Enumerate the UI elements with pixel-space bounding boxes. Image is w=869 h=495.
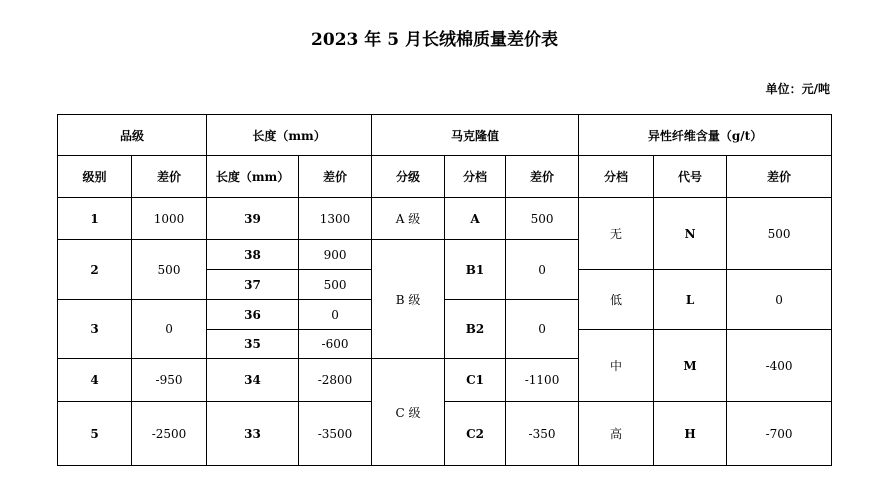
mic-tier-cell: A bbox=[445, 198, 506, 240]
mic-tier-cell: B1 bbox=[445, 240, 506, 300]
grade-level-cell: 4 bbox=[58, 359, 132, 402]
header-mic-tier: 分档 bbox=[445, 156, 506, 198]
mic-diff-cell: 0 bbox=[506, 240, 579, 300]
group-header-row bbox=[58, 115, 832, 156]
length-diff-cell: 500 bbox=[299, 270, 372, 300]
grade-diff-cell: -2500 bbox=[132, 402, 207, 466]
foreign-code-cell: H bbox=[654, 402, 727, 466]
grade-diff-cell: 1000 bbox=[132, 198, 207, 240]
header-grade-diff: 差价 bbox=[132, 156, 207, 198]
mic-diff-cell: -350 bbox=[506, 402, 579, 466]
header-foreign-diff: 差价 bbox=[727, 156, 832, 198]
grade-level-cell: 1 bbox=[58, 198, 132, 240]
mic-diff-cell: 0 bbox=[506, 300, 579, 359]
mic-class-cell: B 级 bbox=[372, 240, 445, 359]
length-diff-cell: 900 bbox=[299, 240, 372, 270]
length-diff-cell: -2800 bbox=[299, 359, 372, 402]
mic-diff-cell: -1100 bbox=[506, 359, 579, 402]
group-length: 长度（mm） bbox=[207, 115, 372, 156]
header-foreign-tier: 分档 bbox=[579, 156, 654, 198]
foreign-tier-cell: 低 bbox=[579, 270, 654, 330]
mic-class-cell: A 级 bbox=[372, 198, 445, 240]
mic-tier-cell: B2 bbox=[445, 300, 506, 359]
foreign-diff-cell: 0 bbox=[727, 270, 832, 330]
price-difference-table bbox=[57, 114, 832, 466]
column-header-row bbox=[58, 156, 832, 198]
length-cell: 35 bbox=[207, 330, 299, 359]
grade-diff-cell: 0 bbox=[132, 300, 207, 359]
length-diff-cell: 1300 bbox=[299, 198, 372, 240]
mic-tier-cell: C2 bbox=[445, 402, 506, 466]
page-title: 2023 年 5 月长绒棉质量差价表 bbox=[311, 30, 558, 50]
group-micronaire: 马克隆值 bbox=[372, 115, 579, 156]
foreign-diff-cell: 500 bbox=[727, 198, 832, 270]
length-diff-cell: -600 bbox=[299, 330, 372, 359]
length-cell: 33 bbox=[207, 402, 299, 466]
unit-label: 单位：元/吨 bbox=[765, 82, 830, 96]
grade-diff-cell: 500 bbox=[132, 240, 207, 300]
grade-level-cell: 3 bbox=[58, 300, 132, 359]
foreign-code-cell: L bbox=[654, 270, 727, 330]
length-cell: 34 bbox=[207, 359, 299, 402]
foreign-diff-cell: -400 bbox=[727, 330, 832, 402]
foreign-tier-cell: 中 bbox=[579, 330, 654, 402]
length-cell: 38 bbox=[207, 240, 299, 270]
mic-tier-cell: C1 bbox=[445, 359, 506, 402]
foreign-tier-cell: 无 bbox=[579, 198, 654, 270]
header-foreign-code: 代号 bbox=[654, 156, 727, 198]
mic-class-cell: C 级 bbox=[372, 359, 445, 466]
grade-diff-cell: -950 bbox=[132, 359, 207, 402]
header-grade-level: 级别 bbox=[58, 156, 132, 198]
header-length-diff: 差价 bbox=[299, 156, 372, 198]
length-cell: 36 bbox=[207, 300, 299, 330]
header-mic-class: 分级 bbox=[372, 156, 445, 198]
length-cell: 37 bbox=[207, 270, 299, 300]
length-cell: 39 bbox=[207, 198, 299, 240]
group-foreign-fiber: 异性纤维含量（g/t） bbox=[579, 115, 832, 156]
length-diff-cell: 0 bbox=[299, 300, 372, 330]
header-mic-diff: 差价 bbox=[506, 156, 579, 198]
foreign-tier-cell: 高 bbox=[579, 402, 654, 466]
grade-level-cell: 5 bbox=[58, 402, 132, 466]
grade-level-cell: 2 bbox=[58, 240, 132, 300]
table-row bbox=[58, 198, 832, 240]
group-grade: 品级 bbox=[58, 115, 207, 156]
foreign-code-cell: N bbox=[654, 198, 727, 270]
header-length: 长度（mm） bbox=[207, 156, 299, 198]
mic-diff-cell: 500 bbox=[506, 198, 579, 240]
foreign-code-cell: M bbox=[654, 330, 727, 402]
table-row bbox=[58, 402, 832, 466]
length-diff-cell: -3500 bbox=[299, 402, 372, 466]
foreign-diff-cell: -700 bbox=[727, 402, 832, 466]
